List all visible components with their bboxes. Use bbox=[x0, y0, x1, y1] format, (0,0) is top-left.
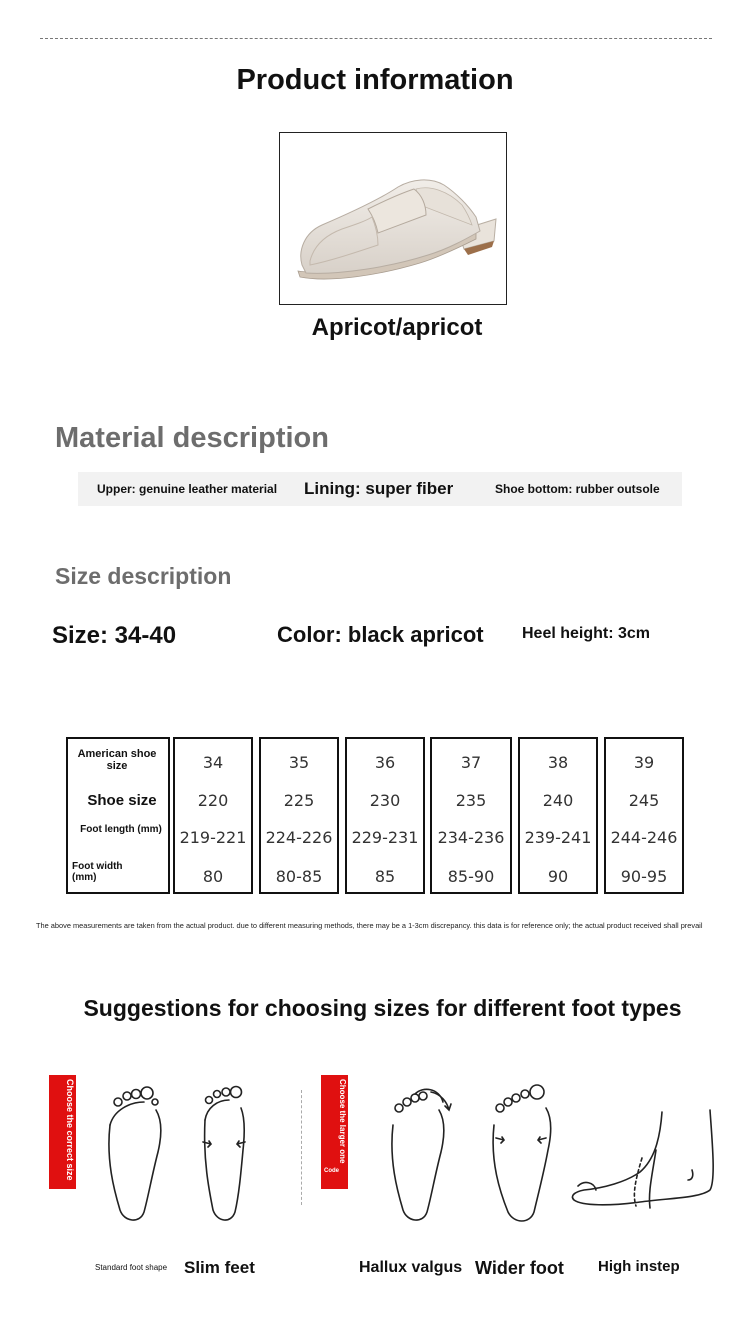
label-foot-length: Foot length (mm) bbox=[80, 824, 162, 835]
cell-shoe-size: 240 bbox=[542, 791, 574, 810]
cell-foot-length: 234-236 bbox=[437, 828, 505, 847]
caption-high-instep: High instep bbox=[598, 1258, 680, 1275]
foot-types-illustration bbox=[100, 1080, 720, 1230]
color-spec: Color: black apricot bbox=[277, 622, 484, 647]
size-description-title: Size description bbox=[55, 563, 232, 589]
cell-shoe-size: 235 bbox=[455, 791, 487, 810]
tag-right-small: Code bbox=[324, 1168, 339, 1175]
size-column-35 bbox=[259, 737, 339, 894]
cell-shoe-size: 225 bbox=[283, 791, 315, 810]
material-title: Material description bbox=[55, 422, 329, 454]
caption-slim-feet: Slim feet bbox=[184, 1258, 255, 1277]
size-column-38 bbox=[518, 737, 598, 894]
cell-foot-length: 239-241 bbox=[524, 828, 592, 847]
caption-hallux-valgus: Hallux valgus bbox=[359, 1259, 463, 1276]
hallux-valgus-foot-icon bbox=[392, 1089, 451, 1220]
product-image bbox=[279, 132, 507, 305]
top-dashed-divider bbox=[40, 38, 712, 39]
measurement-disclaimer: The above measurements are taken from the actual product. due to different measuring methods, there may be a 1-3cm discrepancy. this data is for reference only; the actual product received shall prevail bbox=[36, 921, 703, 930]
tag-left-text: Choose the correct size bbox=[65, 1079, 75, 1181]
color-caption: Apricot/apricot bbox=[311, 314, 483, 341]
standard-foot-icon bbox=[109, 1087, 161, 1220]
product-info-title: Product information bbox=[236, 64, 514, 96]
caption-standard-foot: Standard foot shape bbox=[95, 1263, 168, 1272]
cell-foot-length: 229-231 bbox=[351, 828, 419, 847]
size-table-label-column bbox=[66, 737, 170, 894]
cell-shoe-size: 245 bbox=[628, 791, 660, 810]
material-bar bbox=[78, 472, 682, 506]
material-lining: Lining: super fiber bbox=[304, 479, 454, 498]
caption-wider-foot: Wider foot bbox=[475, 1258, 564, 1278]
cell-foot-width: 90 bbox=[547, 867, 569, 886]
tag-choose-correct-size bbox=[49, 1075, 76, 1189]
tag-right-text: Choose the larger one bbox=[338, 1079, 347, 1164]
material-bottom: Shoe bottom: rubber outsole bbox=[495, 482, 660, 496]
cell-american-size: 39 bbox=[633, 753, 655, 772]
heel-height: Heel height: 3cm bbox=[522, 625, 651, 642]
wider-foot-icon bbox=[493, 1085, 551, 1221]
size-range: Size: 34-40 bbox=[52, 622, 177, 649]
material-upper: Upper: genuine leather material bbox=[97, 482, 278, 496]
cell-foot-width: 80-85 bbox=[275, 867, 323, 886]
suggestions-title: Suggestions for choosing sizes for different foot types bbox=[83, 995, 682, 1021]
cell-american-size: 34 bbox=[202, 753, 224, 772]
label-foot-width: Foot width (mm) bbox=[72, 861, 123, 883]
cell-american-size: 35 bbox=[288, 753, 310, 772]
cell-american-size: 37 bbox=[460, 753, 482, 772]
cell-shoe-size: 230 bbox=[369, 791, 401, 810]
cell-american-size: 38 bbox=[547, 753, 569, 772]
size-column-36 bbox=[345, 737, 425, 894]
label-american-shoe-size: American shoe size bbox=[77, 748, 157, 772]
cell-foot-length: 219-221 bbox=[179, 828, 247, 847]
cell-foot-length: 244-246 bbox=[610, 828, 678, 847]
cell-american-size: 36 bbox=[374, 753, 396, 772]
cell-foot-length: 224-226 bbox=[265, 828, 333, 847]
size-column-34 bbox=[173, 737, 253, 894]
label-shoe-size: Shoe size bbox=[87, 792, 157, 809]
size-column-39 bbox=[604, 737, 684, 894]
cell-foot-width: 80 bbox=[202, 867, 224, 886]
mule-shoe-illustration bbox=[280, 133, 505, 303]
slim-foot-icon bbox=[203, 1087, 245, 1221]
cell-shoe-size: 220 bbox=[197, 791, 229, 810]
size-column-37 bbox=[430, 737, 512, 894]
high-instep-foot-icon bbox=[572, 1110, 713, 1208]
cell-foot-width: 85-90 bbox=[447, 867, 495, 886]
cell-foot-width: 90-95 bbox=[620, 867, 668, 886]
cell-foot-width: 85 bbox=[374, 867, 396, 886]
